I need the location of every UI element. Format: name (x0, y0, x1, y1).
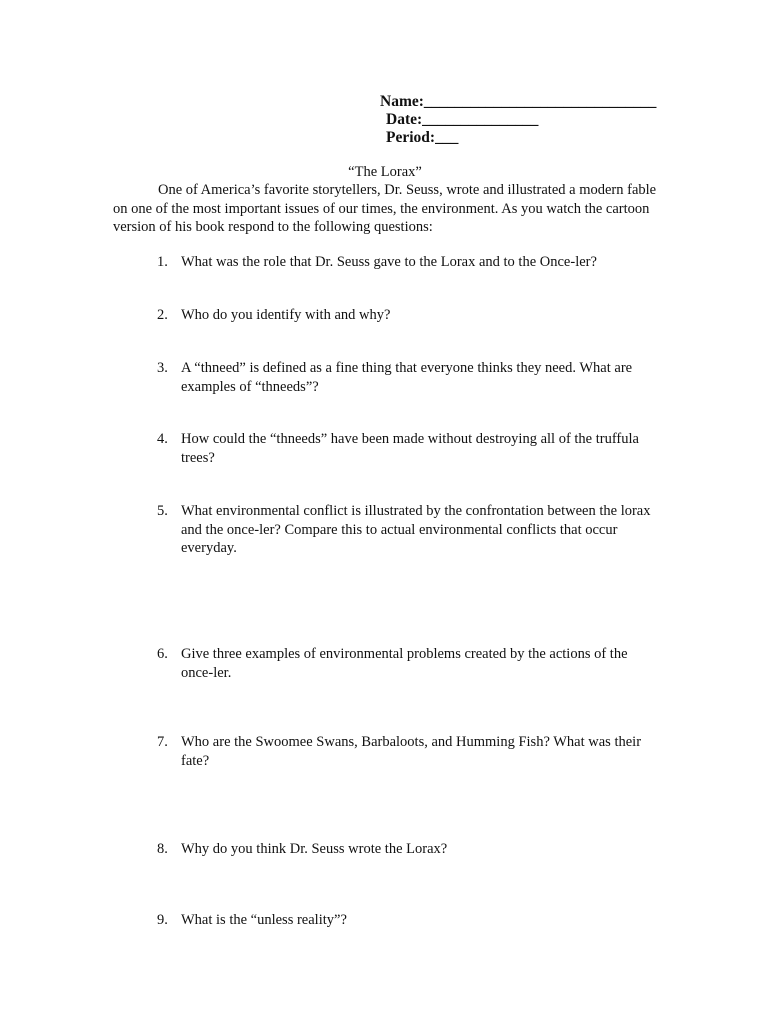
question-text: What environmental conflict is illustrated by the confrontation between the lorax and the once-ler? Compare this to actual environmental conflicts that occur everyday. (181, 503, 651, 556)
worksheet-title-text: “The Lorax” (348, 164, 422, 180)
question-number: 5. (157, 503, 168, 519)
question-text: How could the “thneeds” have been made without destroying all of the truffula trees? (181, 431, 639, 466)
question-item (157, 359, 657, 396)
date-field-label: Date:_______________ (386, 111, 539, 128)
question-text: Why do you think Dr. Seuss wrote the Lorax? (181, 841, 448, 857)
question-item (157, 733, 657, 770)
question-text: Who are the Swoomee Swans, Barbaloots, and Humming Fish? What was their fate? (181, 734, 642, 769)
question-number: 8. (157, 841, 168, 857)
question-number: 1. (157, 254, 168, 270)
question-text: A “thneed” is defined as a fine thing that everyone thinks they need. What are examples of “thneeds”? (181, 360, 633, 395)
question-number: 2. (157, 307, 168, 323)
question-number: 6. (157, 646, 168, 662)
question-item (157, 840, 657, 859)
name-field-label: Name:______________________________ (380, 93, 657, 110)
question-text: Give three examples of environmental problems created by the actions of the once-ler. (181, 646, 628, 681)
question-number: 3. (157, 360, 168, 376)
period-field-label: Period:___ (386, 129, 459, 146)
question-item (157, 306, 657, 325)
question-item (157, 911, 657, 930)
question-text: What was the role that Dr. Seuss gave to the Lorax and to the Once-ler? (181, 254, 597, 270)
question-item (157, 253, 657, 272)
question-number: 9. (157, 912, 168, 928)
question-item (157, 645, 657, 682)
question-number: 4. (157, 431, 168, 447)
question-item (157, 502, 657, 558)
question-item (157, 430, 657, 467)
question-text: Who do you identify with and why? (181, 307, 391, 323)
question-text: What is the “unless reality”? (181, 912, 347, 928)
intro-paragraph: One of America’s favorite storytellers, Dr. Seuss, wrote and illustrated a modern fable on one of the most important issues of our times, the environment. As you watch the cartoon version of his book respond to the following questions: (113, 182, 657, 235)
question-number: 7. (157, 734, 168, 750)
